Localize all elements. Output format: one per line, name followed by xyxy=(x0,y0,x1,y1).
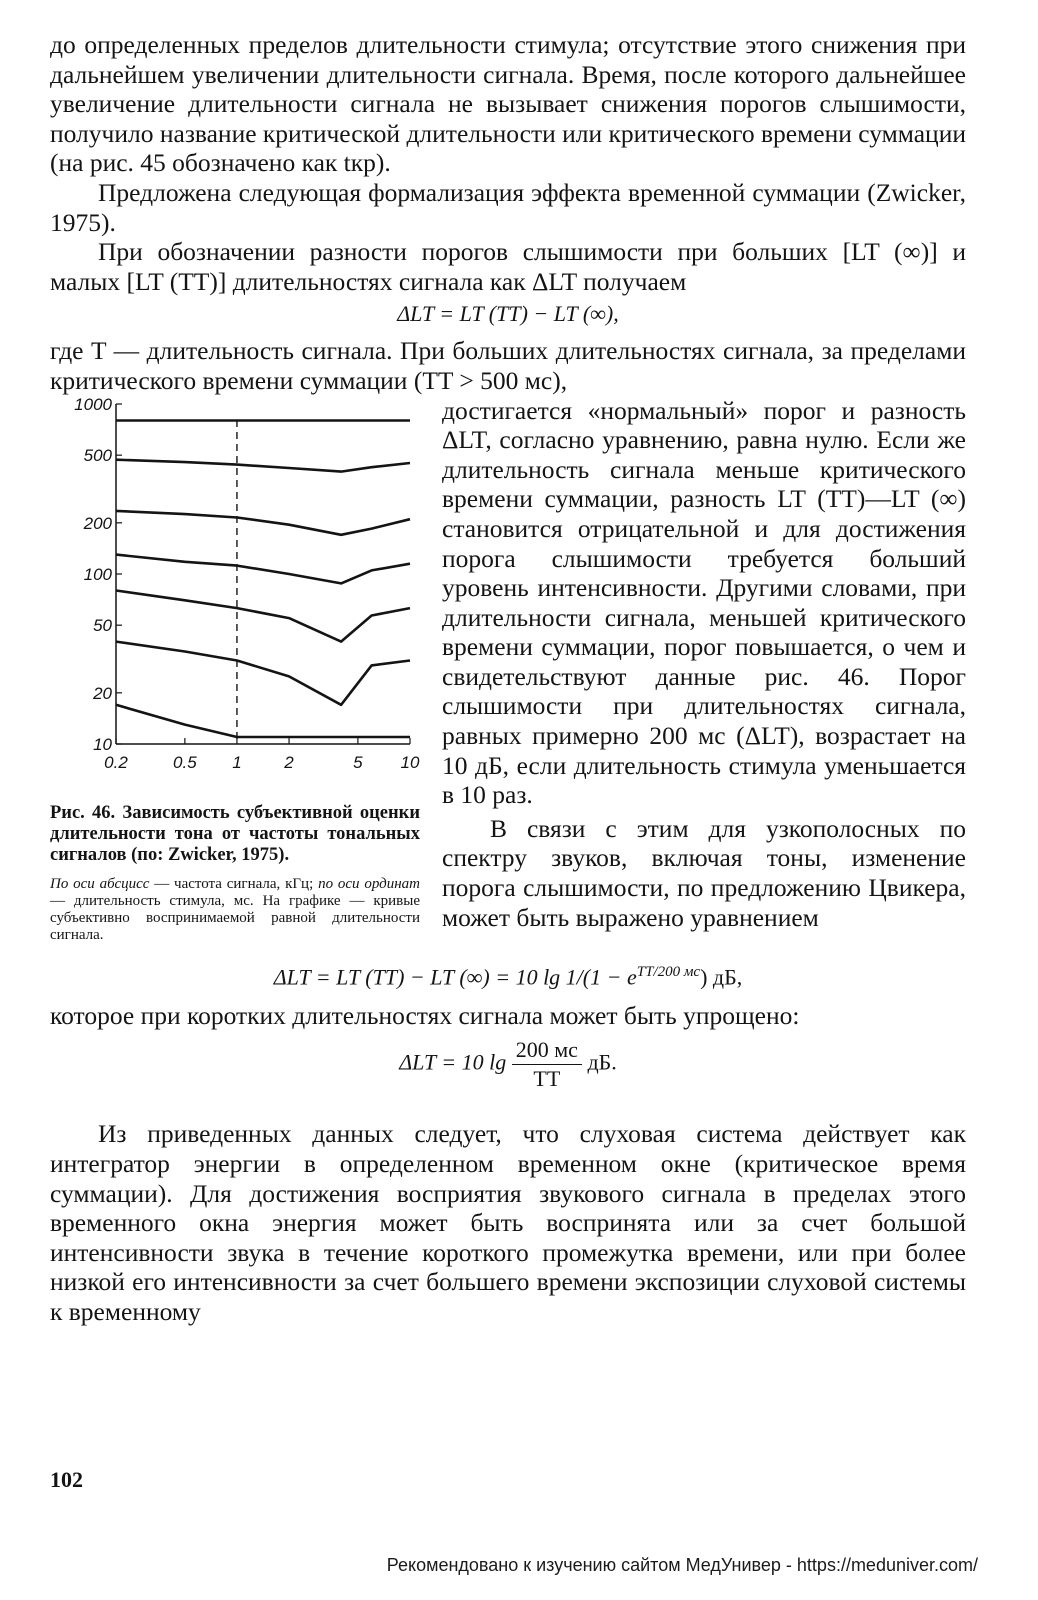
note-y-text: — длительность стимула, мс. На графике — кривые субъективно воспринимаемой равной длительности сигнала. xyxy=(50,892,420,943)
formula-3-num: 200 мс xyxy=(512,1036,582,1065)
y-tick-label: 100 xyxy=(83,564,112,584)
final-paragraph: Из приведенных данных следует, что слуховая система действует как интегратор энергии в определенном временном окне (критическое время суммации). Для достижения восприятия звукового сигнала в пределах этого временного окна энергия может быть воспринята или за счет большой интенсивности звука в течение короткого промежутка времени, или при более низкой его интенсивности за счет большего времени экспозиции слуховой системы к временному xyxy=(50,1119,966,1327)
right-column-paragraph-2: В связи с этим для узкополосных по спектру звуков, включая тоны, изменение порога слышимости, по предложению Цвикера, может быть выражено уравнением xyxy=(442,813,966,932)
figure-caption: Рис. 46. Зависимость субъективной оценки длительности тона от частоты тональных сигналов (по: Zwicker, 1975). xyxy=(50,802,420,865)
formula-zwicker xyxy=(50,958,966,991)
formula-2-rhs: ) дБ, xyxy=(700,963,743,989)
y-tick-label: 200 xyxy=(83,513,112,533)
formula-delta-lt: ΔLT = LT (TT) − LT (∞), xyxy=(397,301,619,327)
y-tick-label: 10 xyxy=(93,734,112,754)
y-tick-label: 1000 xyxy=(74,395,112,414)
series-line-7 xyxy=(116,704,410,736)
footer-credit: Рекомендовано к изучению сайтом МедУнивер - https://meduniver.com/ xyxy=(386,1555,978,1575)
y-tick-label: 500 xyxy=(83,445,112,465)
figure-46 xyxy=(50,396,420,944)
x-tick-label: 1 xyxy=(232,752,242,772)
series-line-4 xyxy=(116,554,410,583)
figure-and-text xyxy=(50,396,966,944)
y-tick-label: 20 xyxy=(93,683,112,703)
series-line-3 xyxy=(116,510,410,534)
page-number: 102 xyxy=(50,1467,83,1492)
figure-note xyxy=(50,876,420,944)
formula-2-exp: TT/200 мс xyxy=(636,963,701,980)
right-column-paragraph-1: достигается «нормальный» порог и разность ΔLT, согласно уравнению, равна нулю. Если же длительность сигнала меньше критического времени суммации, разность LT (TT)—LT (∞) становится отрицательной и для достижения порога слышимости требуется больший уровень интенсивности. Другими словами, при длительности сигнала, меньшей критического времени суммации, порог повышается, о чем и свидетельствуют данные рис. 46. Порог слышимости при длительностях сигнала, равных примерно 200 мс (ΔLT), возрастает на 10 дБ, если длительность стимула уменьшается в 10 раз. xyxy=(442,395,966,810)
series-line-2 xyxy=(116,459,410,471)
note-x-label: По оси абсцисс xyxy=(50,875,150,892)
note-x-text: — частота сигнала, кГц; xyxy=(149,875,319,892)
notation-paragraph: При обозначении разности порогов слышимости при больших [LT (∞)] и малых [LT (TT)] длительностях сигнала как ΔLT получаем xyxy=(50,237,966,296)
formula-3-den: TT xyxy=(533,1066,561,1092)
formula-3-fraction xyxy=(512,1036,582,1093)
formula-2-lhs: ΔLT = LT (TT) − LT (∞) = 10 lg 1/(1 − e xyxy=(273,963,637,989)
y-tick-label: 50 xyxy=(93,615,112,635)
zwicker-paragraph: Предложена следующая формализация эффекта временной суммации (Zwicker, 1975). xyxy=(50,177,966,237)
simplify-paragraph: которое при коротких длительностях сигнала может быть упрощено: xyxy=(50,1000,800,1030)
series-line-5 xyxy=(116,590,410,641)
formula-simplified xyxy=(50,1036,966,1093)
x-tick-label: 2 xyxy=(284,752,294,772)
series-line-6 xyxy=(116,641,410,704)
x-tick-label: 0.5 xyxy=(173,752,197,772)
x-tick-label: 5 xyxy=(353,752,363,772)
intro-paragraph: до определенных пределов длительности стимула; отсутствие этого снижения при дальнейшем увеличении длительности сигнала. Время, после которого дальнейшее увеличение длительности сигнала не вызывает снижения порогов слышимости, получило название критической длительности или критического времени суммации (на рис. 45 обозначено как tкр). xyxy=(50,30,966,178)
formula-3-lhs: ΔLT = 10 lg xyxy=(399,1050,507,1075)
chart-svg xyxy=(50,396,420,796)
where-paragraph: где T — длительность сигнала. При больших длительностях сигнала, за пределами критического времени суммации (TT > 500 мс), xyxy=(50,336,966,395)
note-y-label: по оси ординат xyxy=(318,875,420,892)
x-tick-label: 10 xyxy=(400,752,420,772)
page-body xyxy=(50,30,966,1327)
right-column xyxy=(442,396,966,944)
x-tick-label: 0.2 xyxy=(104,752,128,772)
formula-3-rhs: дБ. xyxy=(587,1050,617,1075)
